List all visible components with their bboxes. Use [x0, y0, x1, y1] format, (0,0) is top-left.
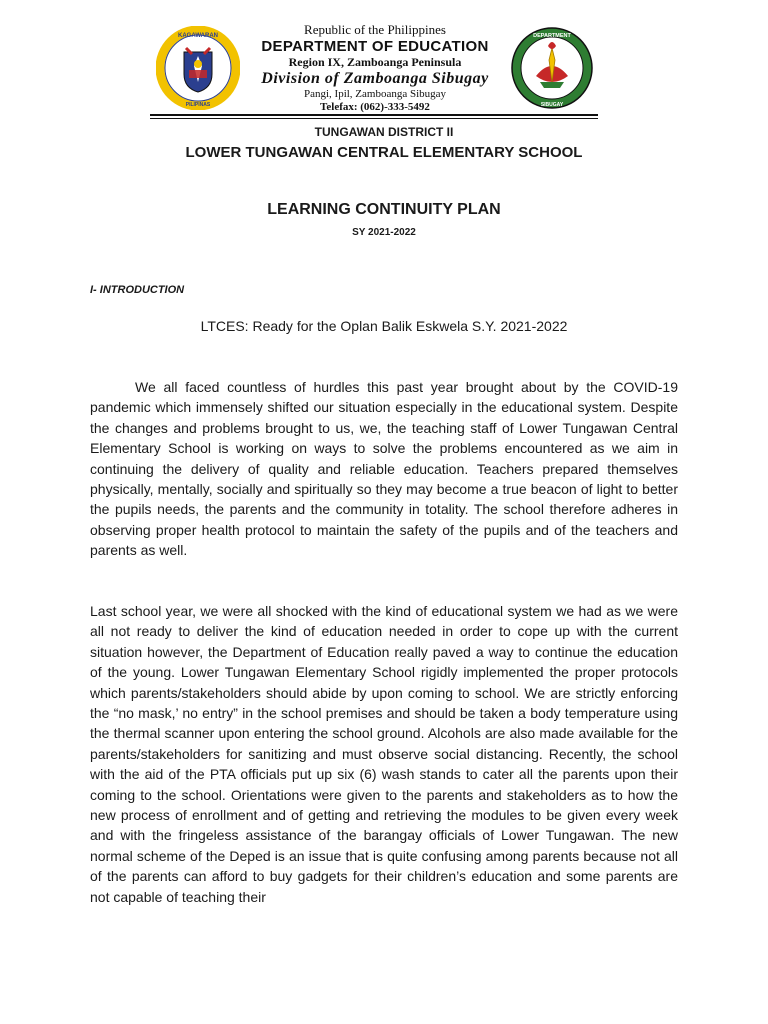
division-seal-logo [510, 26, 594, 110]
republic-line: Republic of the Philippines [304, 22, 446, 37]
svg-text:SIBUGAY: SIBUGAY [540, 102, 564, 108]
district-name: TUNGAWAN DISTRICT II [314, 125, 454, 139]
letterhead-text [245, 22, 505, 114]
header-rule-thick [150, 114, 598, 116]
header-rule-thin [150, 118, 598, 119]
school-year: SY 2021-2022 [352, 227, 416, 238]
letterhead [150, 20, 598, 120]
department-line: DEPARTMENT OF EDUCATION [261, 38, 489, 55]
deped-seal-logo [156, 26, 240, 110]
school-name: LOWER TUNGAWAN CENTRAL ELEMENTARY SCHOOL [185, 144, 583, 161]
section-subtitle: LTCES: Ready for the Oplan Balik Eskwela S.Y. 2021-2022 [200, 318, 568, 334]
telefax-line: Telefax: (062)-333-5492 [320, 101, 430, 113]
section-heading: I- INTRODUCTION [90, 284, 185, 296]
svg-text:PILIPINAS: PILIPINAS [185, 102, 211, 108]
address-line: Pangi, Ipil, Zamboanga Sibugay [303, 88, 447, 100]
paragraph-1: We all faced countless of hurdles this past year brought about by the COVID-19 pandemic which immensely shifted our situation especially in the educational system. Despite the changes and problems brought to us, we, the teaching staff of Lower Tungawan Central Elementary School is working on ways to solve the problems encountered as we aim in continuing the delivery of quality and reliable education. Teachers prepared themselves physically, mentally, socially and spiritually so they may become a true beacon of light to better the pupils needs, the parents and the community in totality. The school therefore adheres in observing proper health protocol to maintain the safety of the pupils and of the teachers and parents as well. [90, 379, 678, 559]
document-title: LEARNING CONTINUITY PLAN [267, 201, 501, 218]
region-line: Region IX, Zamboanga Peninsula [288, 55, 462, 69]
svg-text:DEPARTMENT: DEPARTMENT [533, 33, 571, 39]
division-line: Division of Zamboanga Sibugay [261, 70, 489, 87]
svg-text:KAGAWARAN: KAGAWARAN [178, 33, 218, 39]
paragraph-2: Last school year, we were all shocked with the kind of educational system we had as we were all not ready to deliver the kind of education needed in order to cope up with the current situation however, the Department of Education really paved a way to continue the education of the young. Lower Tungawan Elementary School rigidly implemented the proper protocols which parents/stakeholders should abide by upon coming to school. We are strictly enforcing the “no mask,’ no entry” in the school premises and should be taken a body temperature using the thermal scanner upon entering the school ground. Alcohols are also made available for the parents/stakeholders for sanitizing and must observe social distancing. Recently, the school with the aid of the PTA officials put up six (6) wash stands to cater all the parents upon their coming to the school. Orientations were given to the parents and stakeholders as to how the new process of enrollment and of getting and retrieving the modules to be given every week and with the fringeless assistance of the barangay officials of Lower Tungawan. The new normal scheme of the Deped is an issue that is quite confusing among parents because not all of the parents can afford to buy gadgets for their children’s education and some parents are not capable of teaching their [90, 603, 678, 905]
